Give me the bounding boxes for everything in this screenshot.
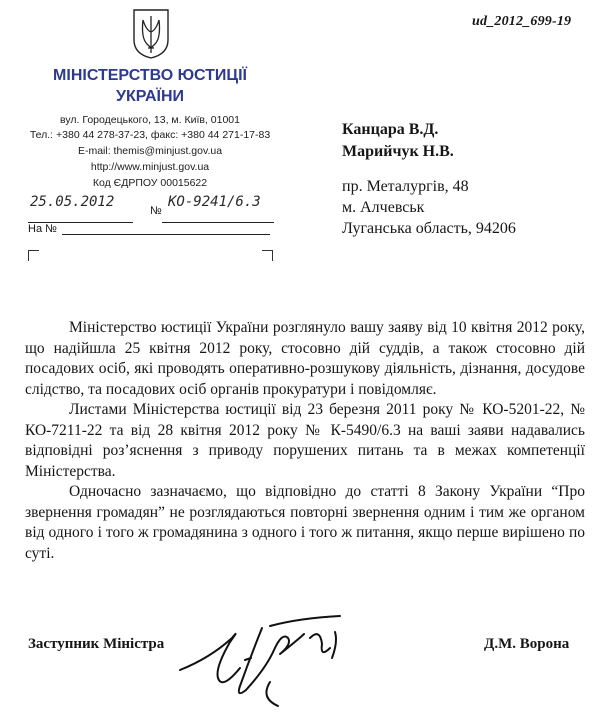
addressee-city: м. Алчевськ: [342, 199, 425, 216]
signatory-name: Д.М. Ворона: [484, 636, 570, 652]
ministry-edrpou: Код ЄДРПОУ 00015622: [92, 177, 208, 189]
address-corner-left: [28, 250, 39, 261]
letter-body: [25, 318, 585, 564]
registration-date: 25.05.2012: [30, 194, 115, 210]
address-corner-right: [262, 250, 273, 261]
addressee-street: пр. Металургів, 48: [342, 178, 469, 195]
body-paragraph-2: Листами Міністерства юстиції від 23 березня 2011 року № КО-5201-22, № КО-7211-22 та від 28 квітня 2012 року № К-5490/6.3 на ваші заяви надавались відповідні роз’яснення з приводу порушених питань та в межах компетенції Міністерства.: [25, 401, 585, 480]
ministry-website: http://www.minjust.gov.ua: [90, 161, 210, 173]
document-id: ud_2012_699-19: [472, 14, 572, 29]
body-paragraph-1: Міністерство юстиції України розглянуло вашу заяву від 10 квітня 2012 року, що надійшла 25 квітня 2012 року, стосовно дій суддів, а також стосовно дій посадових осіб, які проводять оперативно-розшукову діяльність, дізнання, досудове слідство, та посадових осіб органів прокуратури і повідомляє.: [25, 319, 585, 398]
trident-emblem-icon: [132, 8, 170, 60]
ministry-name-line2: УКРАЇНИ: [115, 88, 184, 105]
reply-to-line: [62, 220, 270, 235]
ministry-name-line1: МІНІСТЕРСТВО ЮСТИЦІЇ: [53, 67, 247, 84]
signatory-title: Заступник Міністра: [28, 636, 165, 652]
addressee-name-1: Канцара В.Д.: [342, 121, 439, 138]
handwritten-signature-icon: [170, 598, 370, 713]
addressee-name-2: Марийчук Н.В.: [342, 143, 454, 160]
ministry-email: E-mail: themis@minjust.gov.ua: [77, 145, 223, 157]
reply-to-label: На №: [28, 223, 57, 235]
addressee-region: Луганська область, 94206: [342, 220, 516, 237]
ministry-address: вул. Городецького, 13, м. Київ, 01001: [60, 114, 240, 126]
body-paragraph-3: Одночасно зазначаємо, що відповідно до статті 8 Закону України “Про звернення громадян” не розглядаються повторні звернення одним і тим же органом від одного і того ж громадянина з одного і того ж питання, якщо перше вирішено по суті.: [25, 483, 585, 562]
registration-number-label: №: [150, 205, 162, 217]
ministry-phone-fax: Тел.: +380 44 278-37-23, факс: +380 44 271-17-83: [29, 129, 271, 141]
registration-number: КО-9241/6.3: [168, 194, 261, 210]
